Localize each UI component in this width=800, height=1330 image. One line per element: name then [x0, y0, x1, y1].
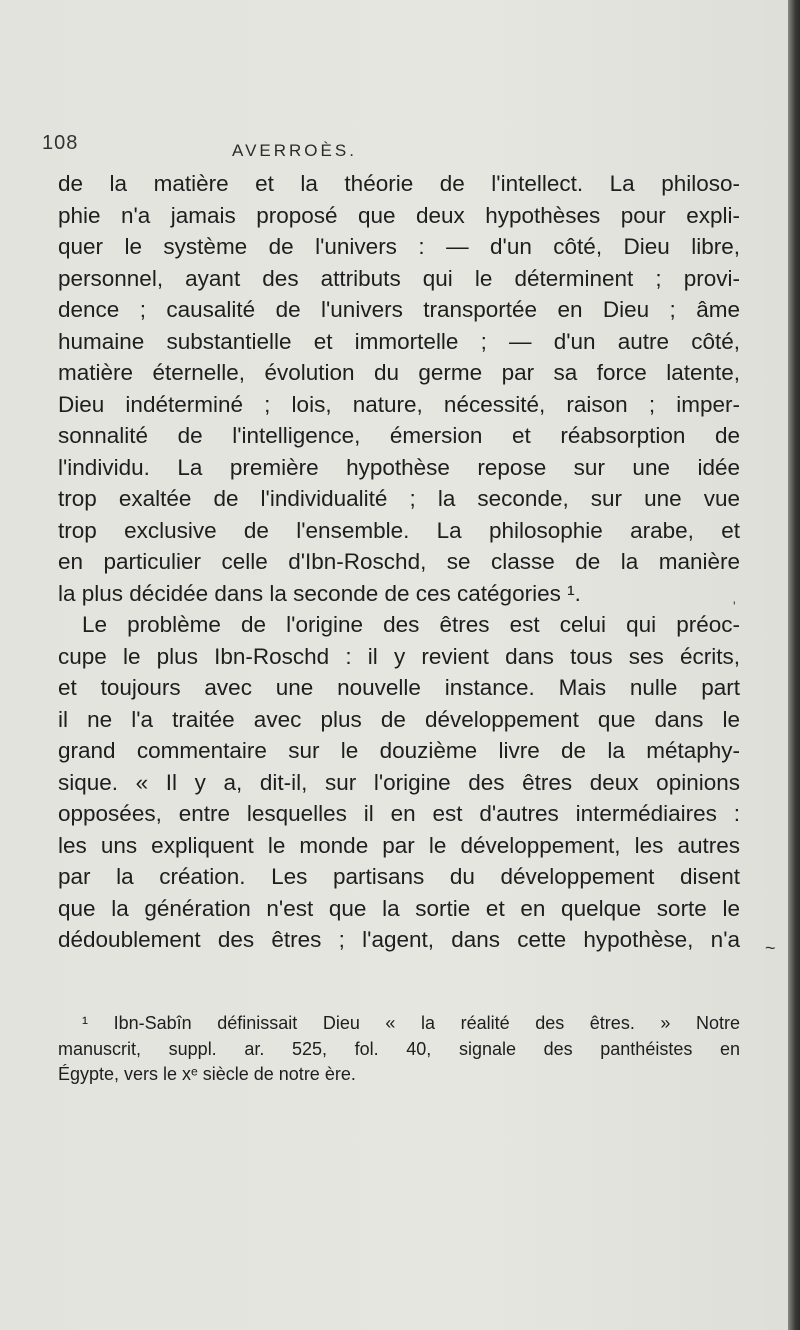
body-line: trop exaltée de l'individualité ; la seconde, sur une vue — [58, 486, 740, 511]
footnote-line: Égypte, vers le xᵉ siècle de notre ère. — [58, 1064, 356, 1084]
page-edge-shadow — [788, 0, 800, 1330]
body-line: en particulier celle d'Ibn-Roschd, se classe de la manière — [58, 549, 740, 574]
body-line: trop exclusive de l'ensemble. La philosophie arabe, et — [58, 517, 740, 543]
body-line: et toujours avec une nouvelle instance. Mais nulle part — [58, 675, 740, 700]
body-line: que la génération n'est que la sortie et en quelque sorte le — [58, 895, 740, 921]
body-line: dence ; causalité de l'univers transportée en Dieu ; âme — [58, 297, 740, 322]
footnote — [58, 1011, 740, 1088]
body-line: cupe le plus Ibn-Roschd : il y revient dans tous ses écrits, — [58, 643, 740, 669]
body-line: personnel, ayant des attributs qui le déterminent ; provi- — [58, 265, 740, 291]
body-line: il ne l'a traitée avec plus de développement que dans le — [58, 706, 740, 732]
stray-mark: ' — [733, 598, 736, 614]
body-line: opposées, entre lesquelles il en est d'autres intermédiaires : — [58, 801, 740, 826]
footnote-line: ¹ Ibn-Sabîn définissait Dieu « la réalité des êtres. » Notre — [82, 1013, 740, 1033]
margin-mark: ~ — [765, 938, 776, 958]
running-head: AVERROÈS. — [232, 141, 357, 160]
body-line: l'individu. La première hypothèse repose sur une idée — [58, 454, 740, 480]
body-line: Le problème de l'origine des êtres est celui qui préoc- — [82, 612, 740, 637]
body-line: de la matière et la théorie de l'intellect. La philoso- — [58, 171, 740, 196]
body-line: Dieu indéterminé ; lois, nature, nécessité, raison ; imper- — [58, 391, 740, 417]
body-line: grand commentaire sur le douzième livre de la métaphy- — [58, 738, 740, 763]
body-line: sonnalité de l'intelligence, émersion et réabsorption de — [58, 423, 740, 448]
body-line: la plus décidée dans la seconde de ces catégories ¹. — [58, 580, 581, 606]
body-line: dédoublement des êtres ; l'agent, dans cette hypothèse, n'a — [58, 927, 740, 952]
body-text — [58, 168, 740, 956]
body-line: humaine substantielle et immortelle ; — d'un autre côté, — [58, 328, 740, 354]
page-number: 108 — [42, 132, 79, 154]
body-line: quer le système de l'univers : — d'un côté, Dieu libre, — [58, 234, 740, 259]
body-line: par la création. Les partisans du développement disent — [58, 864, 740, 889]
body-line: sique. « Il y a, dit-il, sur l'origine des êtres deux opinions — [58, 769, 740, 795]
body-line: phie n'a jamais proposé que deux hypothèses pour expli- — [58, 202, 740, 228]
footnote-line: manuscrit, suppl. ar. 525, fol. 40, signale des panthéistes en — [58, 1038, 740, 1059]
body-line: matière éternelle, évolution du germe par sa force latente, — [58, 360, 740, 385]
body-line: les uns expliquent le monde par le développement, les autres — [58, 832, 740, 858]
